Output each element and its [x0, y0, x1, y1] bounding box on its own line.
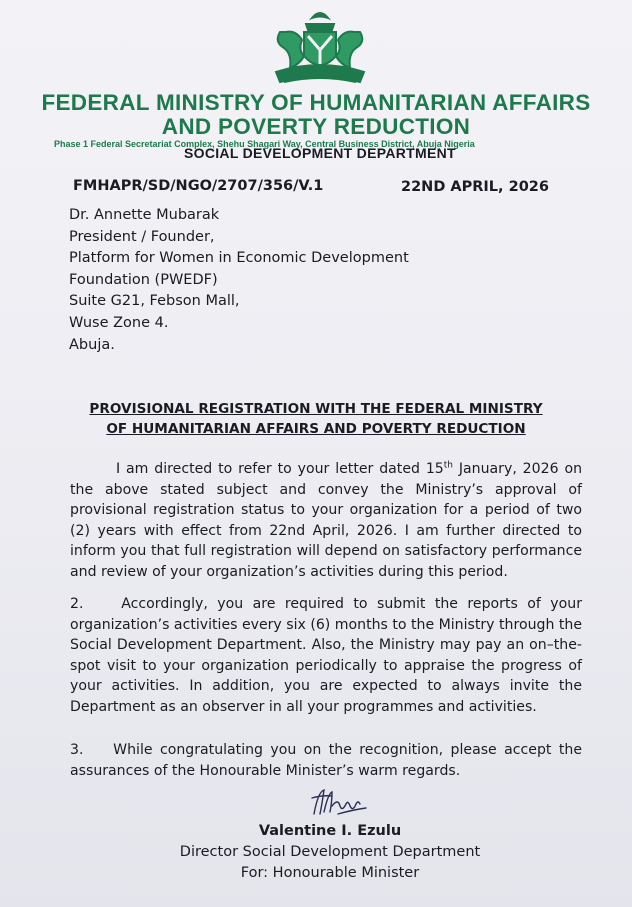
- ministry-title: [0, 91, 632, 139]
- addressee-block: [69, 205, 409, 356]
- ministry-title-line1: FEDERAL MINISTRY OF HUMANITARIAN AFFAIRS: [41, 90, 591, 115]
- addressee-line: President / Founder,: [69, 228, 215, 245]
- signatory-for-line: For: Honourable Minister: [240, 865, 420, 881]
- paragraph-1-start: I am directed to refer to your letter dated 15: [116, 461, 444, 477]
- addressee-line: Suite G21, Febson Mall,: [69, 293, 240, 310]
- addressee-line: Foundation (PWEDF): [69, 271, 218, 288]
- letter-date: 22ND APRIL, 2026: [401, 179, 549, 195]
- addressee-line: Platform for Women in Economic Development: [69, 250, 409, 267]
- signatory-title: Director Social Development Department: [179, 844, 481, 860]
- paragraph-1: [70, 459, 582, 583]
- letter-subject: [60, 399, 572, 439]
- subject-line2: OF HUMANITARIAN AFFAIRS AND POVERTY REDUCTION: [106, 421, 526, 437]
- reference-number: FMHAPR/SD/NGO/2707/356/V.1: [73, 178, 324, 194]
- signatory-name: Valentine I. Ezulu: [258, 823, 402, 839]
- subject-line1: PROVISIONAL REGISTRATION WITH THE FEDERAL MINISTRY: [89, 401, 543, 417]
- ministry-title-line2: AND POVERTY REDUCTION: [161, 114, 471, 139]
- department-name: SOCIAL DEVELOPMENT DEPARTMENT: [184, 145, 456, 161]
- addressee-line: Dr. Annette Mubarak: [69, 207, 220, 223]
- addressee-line: Wuse Zone 4.: [69, 314, 169, 331]
- ministry-address: Phase 1 Federal Secretariat Complex, Shehu Shagari Way, Central Business District, Abuja Nigeria: [54, 139, 475, 149]
- addressee-line: Abuja.: [69, 336, 115, 353]
- paragraph-3: 3. While congratulating you on the recognition, please accept the assurances of the Honourable Minister’s warm regards.: [70, 742, 587, 779]
- ordinal-suffix: th: [443, 460, 453, 471]
- coat-of-arms-icon: [266, 6, 374, 92]
- handwritten-signature: [308, 784, 372, 820]
- paragraph-2: 2. Accordingly, you are required to submit the reports of your organization’s activities every six (6) months to the Ministry through the Social Development Department. Also, the Ministry may pay an on–the-spot visit to your organization periodically to appraise the progress of your activities. In addition, you are expected to always invite the Department as an observer in all your programmes and activities.: [70, 596, 587, 715]
- paragraph-1-rest: January, 2026 on the above stated subject and convey the Ministry’s approval of provisional registration status to your organization for a period of two (2) years with effect from 22nd April, 2026. I am further directed to inform you that full registration will depend on satisfactory performance and review of your organization’s activities during this period.: [70, 461, 582, 580]
- signature-block: [160, 821, 500, 884]
